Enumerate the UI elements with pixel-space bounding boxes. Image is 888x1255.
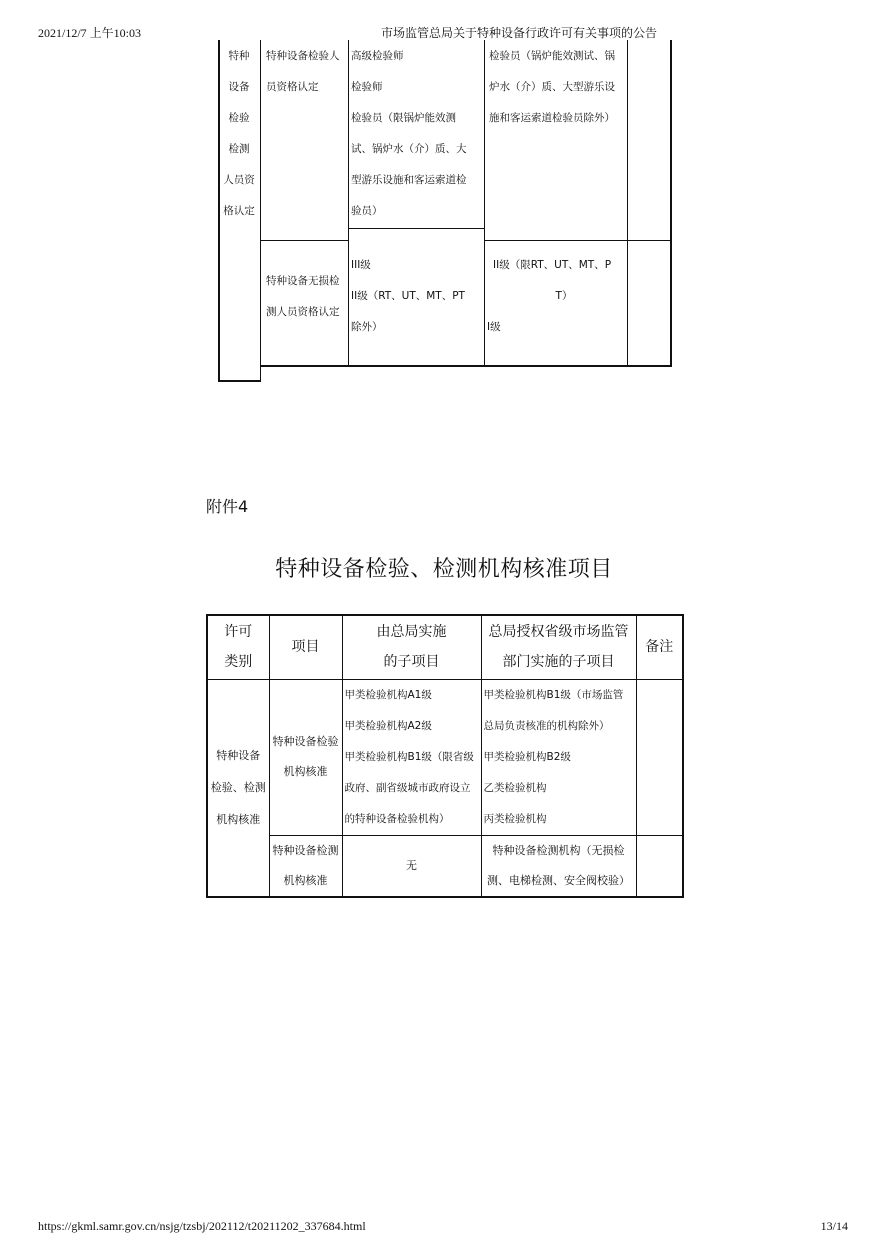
document-title: 特种设备检验、检测机构核准项目 xyxy=(275,557,613,582)
header-remark: 备注 xyxy=(636,615,683,679)
row2-central: 无 xyxy=(342,835,481,897)
prev-row1-central: 高级检验师 检验师 检验员（限锅炉能效测 试、锅炉水（介）质、大 型游乐设施和客运索道检 验员） xyxy=(351,50,467,217)
row1-item: 特种设备检验 机构核准 xyxy=(269,679,342,835)
table-header-row xyxy=(207,615,683,679)
table-row xyxy=(207,679,683,835)
header-central: 由总局实施 的子项目 xyxy=(342,615,481,679)
print-page-title: 市场监管总局关于特种设备行政许可有关事项的公告 xyxy=(381,26,658,40)
row2-remark xyxy=(636,835,683,897)
print-date: 2021/12/7 上午10:03 xyxy=(38,26,142,40)
page-url: https://gkml.samr.gov.cn/nsjg/tzsbj/202112/t20211202_337684.html xyxy=(38,1219,366,1233)
row1-provincial: 甲类检验机构B1级（市场监管 总局负责核准的机构除外） 甲类检验机构B2级 乙类检验机构 丙类检验机构 xyxy=(481,679,636,835)
approval-items-table xyxy=(206,614,684,898)
page-number: 13/14 xyxy=(820,1219,848,1233)
header-provincial: 总局授权省级市场监管 部门实施的子项目 xyxy=(481,615,636,679)
row2-provincial: 特种设备检测机构（无损检 测、电梯检测、安全阀校验） xyxy=(481,835,636,897)
print-header xyxy=(38,24,848,40)
prev-row2-item: 特种设备无损检 测人员资格认定 xyxy=(266,275,340,318)
header-item: 项目 xyxy=(269,615,342,679)
print-footer xyxy=(38,1219,848,1235)
row1-central: 甲类检验机构A1级 甲类检验机构A2级 甲类检验机构B1级（限省级 政府、副省级城市政府设立 的特种设备检验机构） xyxy=(342,679,481,835)
prev-row2-central: III级 II级（RT、UT、MT、PT 除外） xyxy=(351,259,465,333)
attachment-label: 附件4 xyxy=(206,497,249,516)
row1-remark xyxy=(636,679,683,835)
prev-row2-provincial: II级（限RT、UT、MT、P T） I级 xyxy=(487,259,612,333)
header-category: 许可 类别 xyxy=(207,615,269,679)
prev-row1-provincial: 检验员（锅炉能效测试、锅 炉水（介）质、大型游乐设 施和客运索道检验员除外） xyxy=(489,50,615,124)
row2-item: 特种设备检测 机构核准 xyxy=(269,835,342,897)
prev-row1-item: 特种设备检验人 员资格认定 xyxy=(266,50,340,93)
continued-table xyxy=(218,40,672,382)
prev-category: 特种 设备 检验 检测 人员资 格认定 xyxy=(223,50,255,217)
table-row xyxy=(207,835,683,897)
category-cell: 特种设备 检验、检测 机构核准 xyxy=(207,679,269,897)
